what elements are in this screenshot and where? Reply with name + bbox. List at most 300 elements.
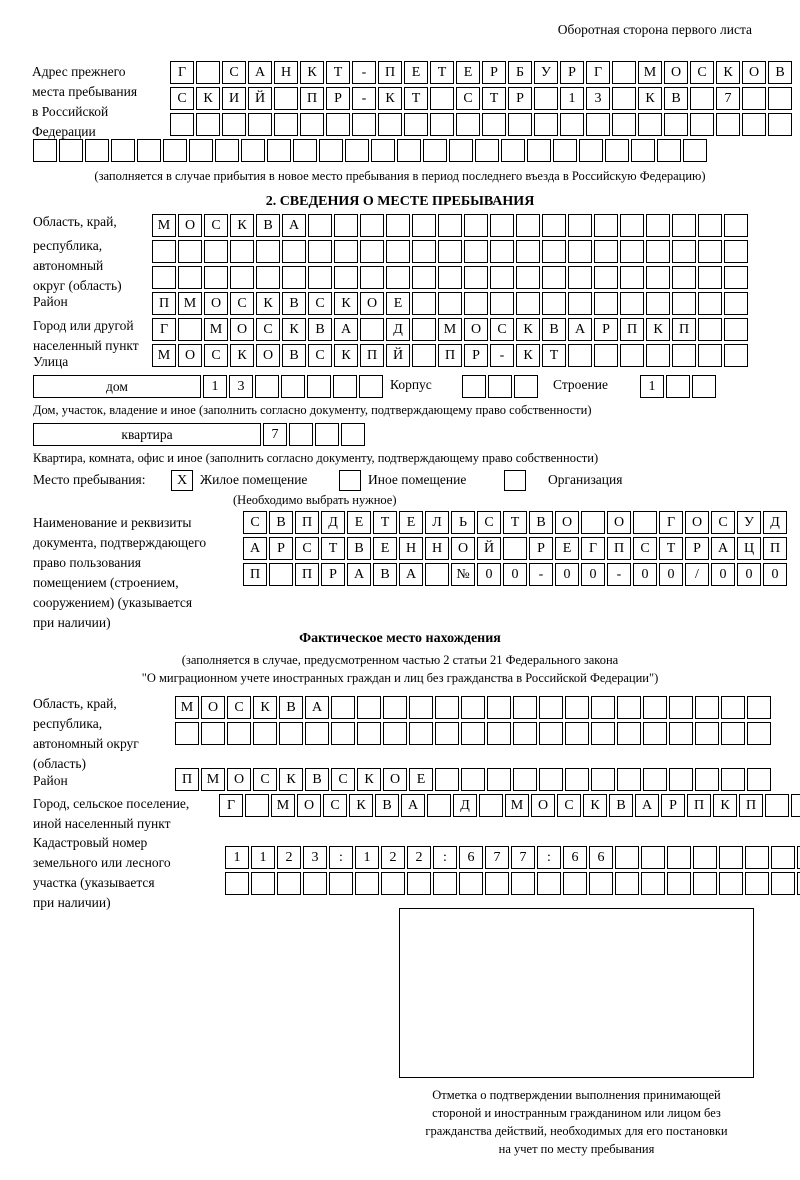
- char-cell[interactable]: О: [383, 768, 407, 791]
- char-cell[interactable]: [359, 375, 383, 398]
- char-cell[interactable]: О: [685, 511, 709, 534]
- char-cell[interactable]: [513, 768, 537, 791]
- char-cell[interactable]: [747, 768, 771, 791]
- char-cell[interactable]: В: [282, 292, 306, 315]
- char-cell[interactable]: [430, 113, 454, 136]
- char-cell[interactable]: О: [227, 768, 251, 791]
- document-row-1[interactable]: [243, 511, 787, 534]
- char-cell[interactable]: М: [178, 292, 202, 315]
- char-cell[interactable]: Р: [269, 537, 293, 560]
- document-row-3[interactable]: [243, 563, 787, 586]
- char-cell[interactable]: [178, 240, 202, 263]
- char-cell[interactable]: 1: [203, 375, 227, 398]
- stamp-box[interactable]: [399, 908, 754, 1078]
- char-cell[interactable]: Г: [152, 318, 176, 341]
- char-cell[interactable]: К: [279, 768, 303, 791]
- char-cell[interactable]: [581, 511, 605, 534]
- char-cell[interactable]: [565, 722, 589, 745]
- char-cell[interactable]: [672, 214, 696, 237]
- char-cell[interactable]: Е: [404, 61, 428, 84]
- char-cell[interactable]: [672, 292, 696, 315]
- char-cell[interactable]: [724, 266, 748, 289]
- char-cell[interactable]: -: [529, 563, 553, 586]
- char-cell[interactable]: [768, 113, 792, 136]
- char-cell[interactable]: [672, 240, 696, 263]
- char-cell[interactable]: 7: [485, 846, 509, 869]
- char-cell[interactable]: [643, 696, 667, 719]
- char-cell[interactable]: [565, 696, 589, 719]
- actual-city-row[interactable]: [219, 794, 800, 817]
- char-cell[interactable]: [464, 214, 488, 237]
- char-cell[interactable]: В: [609, 794, 633, 817]
- char-cell[interactable]: Е: [399, 511, 423, 534]
- char-cell[interactable]: [412, 266, 436, 289]
- char-cell[interactable]: 7: [263, 423, 287, 446]
- char-cell[interactable]: /: [685, 563, 709, 586]
- char-cell[interactable]: [381, 872, 405, 895]
- char-cell[interactable]: [643, 768, 667, 791]
- char-cell[interactable]: 0: [477, 563, 501, 586]
- char-cell[interactable]: [692, 375, 716, 398]
- char-cell[interactable]: Е: [456, 61, 480, 84]
- char-cell[interactable]: С: [323, 794, 347, 817]
- char-cell[interactable]: Т: [321, 537, 345, 560]
- char-cell[interactable]: С: [308, 344, 332, 367]
- char-cell[interactable]: С: [295, 537, 319, 560]
- char-cell[interactable]: [542, 214, 566, 237]
- char-cell[interactable]: 0: [659, 563, 683, 586]
- char-cell[interactable]: [345, 139, 369, 162]
- char-cell[interactable]: №: [451, 563, 475, 586]
- char-cell[interactable]: [511, 872, 535, 895]
- char-cell[interactable]: [747, 722, 771, 745]
- char-cell[interactable]: [646, 292, 670, 315]
- char-cell[interactable]: [267, 139, 291, 162]
- char-cell[interactable]: [666, 375, 690, 398]
- char-cell[interactable]: [791, 794, 800, 817]
- char-cell[interactable]: 2: [381, 846, 405, 869]
- char-cell[interactable]: К: [716, 61, 740, 84]
- char-cell[interactable]: [303, 872, 327, 895]
- char-cell[interactable]: [643, 722, 667, 745]
- prev-address-row-2[interactable]: [170, 87, 792, 110]
- char-cell[interactable]: М: [204, 318, 228, 341]
- char-cell[interactable]: [534, 113, 558, 136]
- char-cell[interactable]: [464, 292, 488, 315]
- char-cell[interactable]: [695, 768, 719, 791]
- char-cell[interactable]: В: [308, 318, 332, 341]
- char-cell[interactable]: К: [646, 318, 670, 341]
- char-cell[interactable]: Р: [464, 344, 488, 367]
- char-cell[interactable]: [274, 87, 298, 110]
- actual-region-row-2[interactable]: [175, 722, 771, 745]
- char-cell[interactable]: 3: [303, 846, 327, 869]
- place-type-option3-checkbox[interactable]: [504, 470, 526, 491]
- char-cell[interactable]: [479, 794, 503, 817]
- char-cell[interactable]: [490, 266, 514, 289]
- char-cell[interactable]: [230, 266, 254, 289]
- char-cell[interactable]: [485, 872, 509, 895]
- char-cell[interactable]: [742, 87, 766, 110]
- char-cell[interactable]: [482, 113, 506, 136]
- char-cell[interactable]: [620, 214, 644, 237]
- char-cell[interactable]: [742, 113, 766, 136]
- place-type-option2-checkbox[interactable]: [339, 470, 361, 491]
- char-cell[interactable]: К: [253, 696, 277, 719]
- char-cell[interactable]: [308, 266, 332, 289]
- char-cell[interactable]: С: [690, 61, 714, 84]
- char-cell[interactable]: П: [739, 794, 763, 817]
- char-cell[interactable]: [282, 240, 306, 263]
- char-cell[interactable]: М: [638, 61, 662, 84]
- char-cell[interactable]: М: [152, 214, 176, 237]
- char-cell[interactable]: [256, 266, 280, 289]
- char-cell[interactable]: О: [297, 794, 321, 817]
- dom-cells[interactable]: [203, 375, 383, 398]
- char-cell[interactable]: И: [222, 87, 246, 110]
- char-cell[interactable]: П: [152, 292, 176, 315]
- char-cell[interactable]: [646, 240, 670, 263]
- char-cell[interactable]: [771, 872, 795, 895]
- char-cell[interactable]: О: [178, 214, 202, 237]
- char-cell[interactable]: [425, 563, 449, 586]
- char-cell[interactable]: 1: [640, 375, 664, 398]
- char-cell[interactable]: Б: [508, 61, 532, 84]
- char-cell[interactable]: [724, 318, 748, 341]
- char-cell[interactable]: К: [516, 344, 540, 367]
- char-cell[interactable]: [724, 240, 748, 263]
- char-cell[interactable]: [178, 318, 202, 341]
- char-cell[interactable]: [461, 768, 485, 791]
- char-cell[interactable]: [669, 768, 693, 791]
- char-cell[interactable]: Р: [482, 61, 506, 84]
- char-cell[interactable]: К: [713, 794, 737, 817]
- street-row[interactable]: [152, 344, 748, 367]
- char-cell[interactable]: [386, 240, 410, 263]
- char-cell[interactable]: [698, 240, 722, 263]
- char-cell[interactable]: [230, 240, 254, 263]
- char-cell[interactable]: [334, 240, 358, 263]
- char-cell[interactable]: [293, 139, 317, 162]
- char-cell[interactable]: О: [230, 318, 254, 341]
- char-cell[interactable]: С: [243, 511, 267, 534]
- char-cell[interactable]: [459, 872, 483, 895]
- char-cell[interactable]: [412, 240, 436, 263]
- char-cell[interactable]: [667, 872, 691, 895]
- actual-district-row[interactable]: [175, 768, 771, 791]
- char-cell[interactable]: Т: [404, 87, 428, 110]
- char-cell[interactable]: [308, 214, 332, 237]
- char-cell[interactable]: [594, 292, 618, 315]
- char-cell[interactable]: С: [331, 768, 355, 791]
- char-cell[interactable]: Ь: [451, 511, 475, 534]
- prev-address-row-3[interactable]: [170, 113, 792, 136]
- char-cell[interactable]: [256, 240, 280, 263]
- char-cell[interactable]: [251, 872, 275, 895]
- char-cell[interactable]: [175, 722, 199, 745]
- char-cell[interactable]: Й: [248, 87, 272, 110]
- char-cell[interactable]: [289, 423, 313, 446]
- char-cell[interactable]: [407, 872, 431, 895]
- char-cell[interactable]: А: [282, 214, 306, 237]
- char-cell[interactable]: О: [451, 537, 475, 560]
- char-cell[interactable]: [542, 240, 566, 263]
- char-cell[interactable]: В: [282, 344, 306, 367]
- char-cell[interactable]: О: [607, 511, 631, 534]
- char-cell[interactable]: [669, 722, 693, 745]
- char-cell[interactable]: [269, 563, 293, 586]
- char-cell[interactable]: [360, 214, 384, 237]
- char-cell[interactable]: [568, 266, 592, 289]
- char-cell[interactable]: А: [305, 696, 329, 719]
- char-cell[interactable]: О: [204, 292, 228, 315]
- cadastral-row-1[interactable]: [225, 846, 800, 869]
- char-cell[interactable]: [360, 240, 384, 263]
- char-cell[interactable]: О: [360, 292, 384, 315]
- korpus-cells[interactable]: [462, 375, 538, 398]
- char-cell[interactable]: [594, 214, 618, 237]
- district-row[interactable]: [152, 292, 748, 315]
- char-cell[interactable]: [357, 696, 381, 719]
- char-cell[interactable]: Р: [321, 563, 345, 586]
- char-cell[interactable]: М: [505, 794, 529, 817]
- char-cell[interactable]: [59, 139, 83, 162]
- char-cell[interactable]: 1: [560, 87, 584, 110]
- char-cell[interactable]: [196, 113, 220, 136]
- char-cell[interactable]: Г: [586, 61, 610, 84]
- char-cell[interactable]: [329, 872, 353, 895]
- char-cell[interactable]: [641, 846, 665, 869]
- char-cell[interactable]: Н: [425, 537, 449, 560]
- char-cell[interactable]: [433, 872, 457, 895]
- char-cell[interactable]: Н: [399, 537, 423, 560]
- char-cell[interactable]: [196, 61, 220, 84]
- char-cell[interactable]: [724, 344, 748, 367]
- char-cell[interactable]: [33, 139, 57, 162]
- char-cell[interactable]: В: [375, 794, 399, 817]
- char-cell[interactable]: [435, 696, 459, 719]
- char-cell[interactable]: [248, 113, 272, 136]
- char-cell[interactable]: [456, 113, 480, 136]
- char-cell[interactable]: О: [201, 696, 225, 719]
- char-cell[interactable]: [326, 113, 350, 136]
- char-cell[interactable]: [464, 266, 488, 289]
- char-cell[interactable]: П: [360, 344, 384, 367]
- char-cell[interactable]: [768, 87, 792, 110]
- char-cell[interactable]: П: [763, 537, 787, 560]
- char-cell[interactable]: [319, 139, 343, 162]
- char-cell[interactable]: В: [305, 768, 329, 791]
- char-cell[interactable]: [253, 722, 277, 745]
- char-cell[interactable]: [383, 696, 407, 719]
- char-cell[interactable]: [222, 113, 246, 136]
- char-cell[interactable]: [334, 266, 358, 289]
- char-cell[interactable]: Й: [477, 537, 501, 560]
- char-cell[interactable]: [163, 139, 187, 162]
- char-cell[interactable]: [360, 266, 384, 289]
- char-cell[interactable]: [542, 266, 566, 289]
- char-cell[interactable]: К: [516, 318, 540, 341]
- char-cell[interactable]: Т: [482, 87, 506, 110]
- char-cell[interactable]: [334, 214, 358, 237]
- char-cell[interactable]: [308, 240, 332, 263]
- char-cell[interactable]: [594, 344, 618, 367]
- char-cell[interactable]: Т: [430, 61, 454, 84]
- char-cell[interactable]: П: [687, 794, 711, 817]
- char-cell[interactable]: П: [243, 563, 267, 586]
- char-cell[interactable]: [279, 722, 303, 745]
- char-cell[interactable]: Р: [661, 794, 685, 817]
- char-cell[interactable]: [539, 696, 563, 719]
- char-cell[interactable]: С: [222, 61, 246, 84]
- char-cell[interactable]: 2: [277, 846, 301, 869]
- char-cell[interactable]: П: [175, 768, 199, 791]
- char-cell[interactable]: [568, 240, 592, 263]
- char-cell[interactable]: [412, 344, 436, 367]
- char-cell[interactable]: [591, 768, 615, 791]
- char-cell[interactable]: М: [271, 794, 295, 817]
- char-cell[interactable]: П: [295, 511, 319, 534]
- char-cell[interactable]: В: [347, 537, 371, 560]
- char-cell[interactable]: [274, 113, 298, 136]
- char-cell[interactable]: А: [711, 537, 735, 560]
- char-cell[interactable]: Д: [321, 511, 345, 534]
- char-cell[interactable]: [438, 292, 462, 315]
- char-cell[interactable]: К: [357, 768, 381, 791]
- char-cell[interactable]: [620, 344, 644, 367]
- char-cell[interactable]: 0: [633, 563, 657, 586]
- char-cell[interactable]: [201, 722, 225, 745]
- char-cell[interactable]: [277, 872, 301, 895]
- char-cell[interactable]: [404, 113, 428, 136]
- char-cell[interactable]: [307, 375, 331, 398]
- char-cell[interactable]: К: [282, 318, 306, 341]
- char-cell[interactable]: [633, 511, 657, 534]
- region-row-1[interactable]: [152, 214, 748, 237]
- char-cell[interactable]: [724, 214, 748, 237]
- char-cell[interactable]: [503, 537, 527, 560]
- char-cell[interactable]: :: [329, 846, 353, 869]
- char-cell[interactable]: [352, 113, 376, 136]
- char-cell[interactable]: [617, 768, 641, 791]
- char-cell[interactable]: В: [279, 696, 303, 719]
- char-cell[interactable]: [490, 214, 514, 237]
- char-cell[interactable]: [412, 214, 436, 237]
- stroenie-cells[interactable]: [640, 375, 716, 398]
- char-cell[interactable]: [641, 872, 665, 895]
- char-cell[interactable]: К: [583, 794, 607, 817]
- place-type-option1-checkbox[interactable]: X: [171, 470, 193, 491]
- char-cell[interactable]: [539, 768, 563, 791]
- char-cell[interactable]: [461, 722, 485, 745]
- region-row-3[interactable]: [152, 266, 748, 289]
- char-cell[interactable]: [435, 768, 459, 791]
- char-cell[interactable]: О: [531, 794, 555, 817]
- char-cell[interactable]: В: [664, 87, 688, 110]
- char-cell[interactable]: [565, 768, 589, 791]
- char-cell[interactable]: [461, 696, 485, 719]
- char-cell[interactable]: -: [490, 344, 514, 367]
- char-cell[interactable]: [513, 696, 537, 719]
- char-cell[interactable]: П: [300, 87, 324, 110]
- char-cell[interactable]: 2: [407, 846, 431, 869]
- char-cell[interactable]: [586, 113, 610, 136]
- char-cell[interactable]: Д: [386, 318, 410, 341]
- char-cell[interactable]: [617, 696, 641, 719]
- char-cell[interactable]: В: [529, 511, 553, 534]
- char-cell[interactable]: В: [373, 563, 397, 586]
- char-cell[interactable]: [724, 292, 748, 315]
- char-cell[interactable]: [300, 113, 324, 136]
- char-cell[interactable]: О: [178, 344, 202, 367]
- char-cell[interactable]: [215, 139, 239, 162]
- char-cell[interactable]: Р: [529, 537, 553, 560]
- char-cell[interactable]: [527, 139, 551, 162]
- char-cell[interactable]: Д: [763, 511, 787, 534]
- char-cell[interactable]: 1: [251, 846, 275, 869]
- char-cell[interactable]: К: [196, 87, 220, 110]
- flat-cells[interactable]: [263, 423, 365, 446]
- char-cell[interactable]: [412, 292, 436, 315]
- char-cell[interactable]: [516, 240, 540, 263]
- char-cell[interactable]: [631, 139, 655, 162]
- char-cell[interactable]: [281, 375, 305, 398]
- char-cell[interactable]: [487, 722, 511, 745]
- char-cell[interactable]: [698, 214, 722, 237]
- char-cell[interactable]: [771, 846, 795, 869]
- char-cell[interactable]: [435, 722, 459, 745]
- char-cell[interactable]: Е: [409, 768, 433, 791]
- char-cell[interactable]: [664, 113, 688, 136]
- char-cell[interactable]: [397, 139, 421, 162]
- char-cell[interactable]: 0: [555, 563, 579, 586]
- char-cell[interactable]: [386, 266, 410, 289]
- char-cell[interactable]: [170, 113, 194, 136]
- char-cell[interactable]: 1: [355, 846, 379, 869]
- char-cell[interactable]: [657, 139, 681, 162]
- char-cell[interactable]: [409, 696, 433, 719]
- char-cell[interactable]: [516, 292, 540, 315]
- char-cell[interactable]: С: [204, 344, 228, 367]
- char-cell[interactable]: 6: [563, 846, 587, 869]
- char-cell[interactable]: [620, 266, 644, 289]
- city-row[interactable]: [152, 318, 748, 341]
- char-cell[interactable]: [690, 113, 714, 136]
- char-cell[interactable]: М: [175, 696, 199, 719]
- char-cell[interactable]: [360, 318, 384, 341]
- char-cell[interactable]: О: [256, 344, 280, 367]
- char-cell[interactable]: [516, 214, 540, 237]
- char-cell[interactable]: [617, 722, 641, 745]
- char-cell[interactable]: [669, 696, 693, 719]
- char-cell[interactable]: [331, 722, 355, 745]
- char-cell[interactable]: 0: [711, 563, 735, 586]
- char-cell[interactable]: А: [334, 318, 358, 341]
- char-cell[interactable]: [488, 375, 512, 398]
- char-cell[interactable]: [315, 423, 339, 446]
- char-cell[interactable]: С: [204, 214, 228, 237]
- char-cell[interactable]: [227, 722, 251, 745]
- char-cell[interactable]: [137, 139, 161, 162]
- char-cell[interactable]: А: [248, 61, 272, 84]
- char-cell[interactable]: П: [438, 344, 462, 367]
- char-cell[interactable]: [225, 872, 249, 895]
- char-cell[interactable]: [698, 318, 722, 341]
- char-cell[interactable]: С: [308, 292, 332, 315]
- prev-address-row-1[interactable]: [170, 61, 792, 84]
- char-cell[interactable]: [152, 240, 176, 263]
- char-cell[interactable]: К: [256, 292, 280, 315]
